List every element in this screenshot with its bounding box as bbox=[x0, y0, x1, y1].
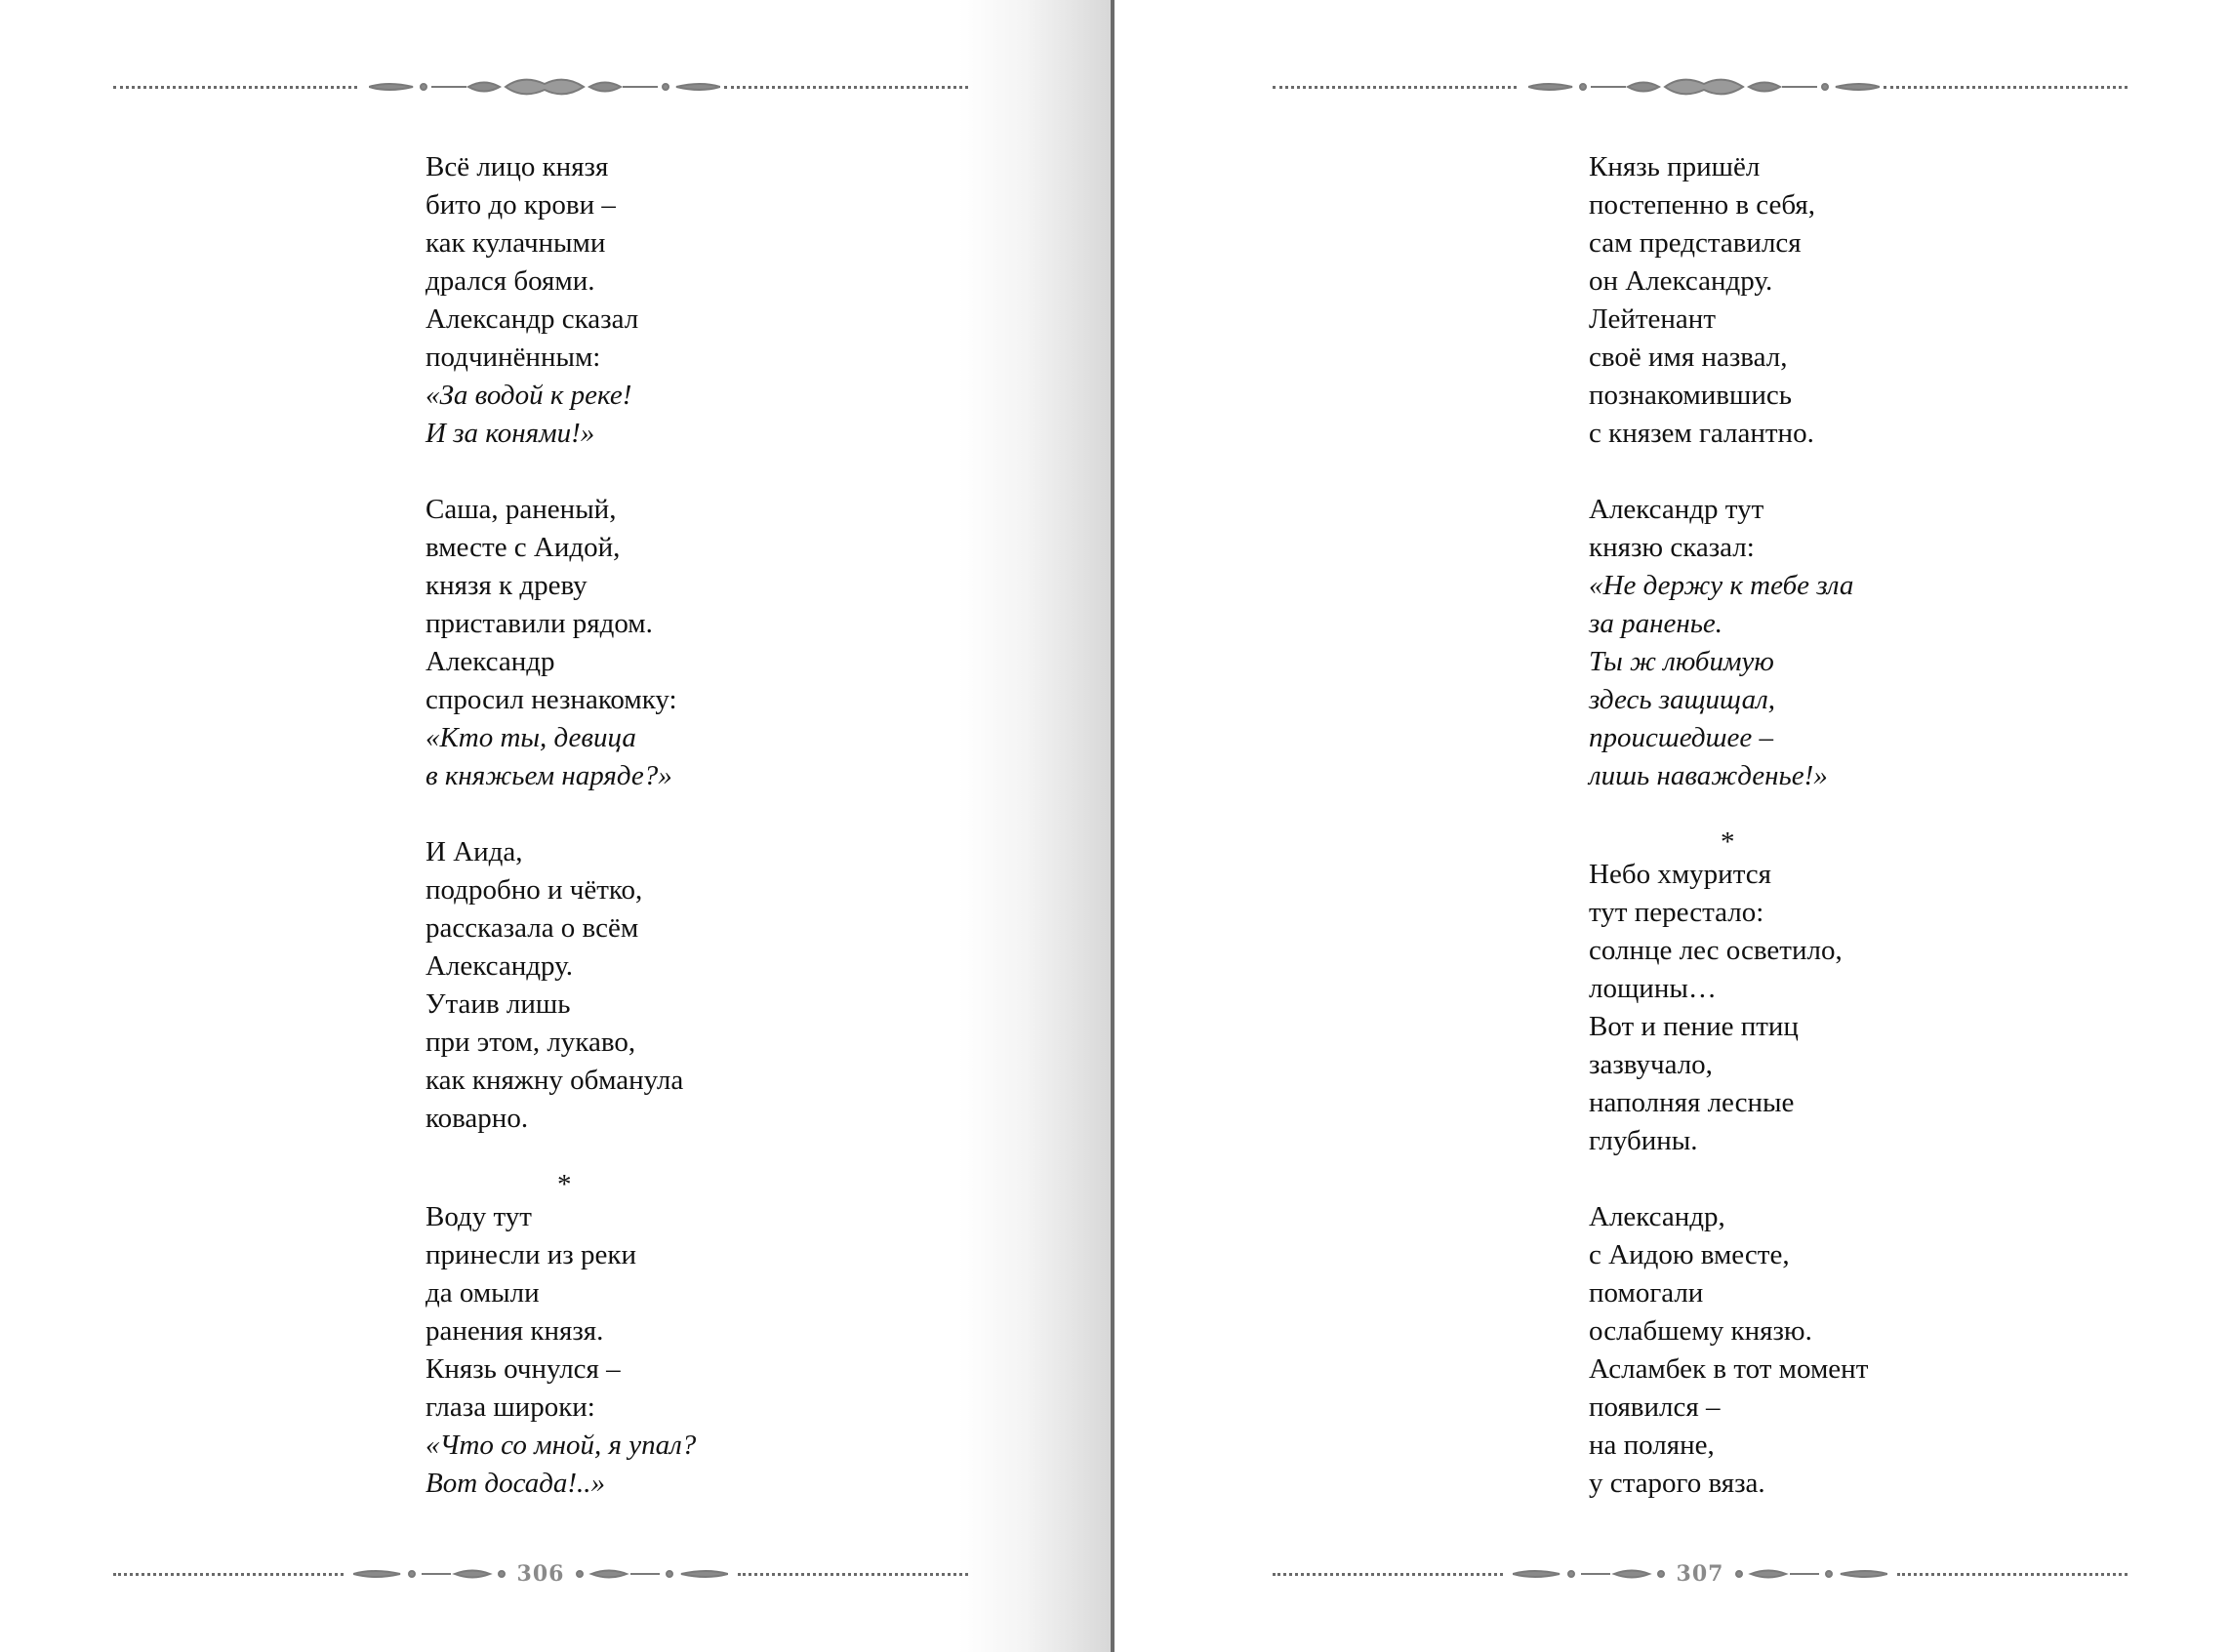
poem-line: Утаив лишь bbox=[426, 988, 571, 1020]
header-ornament bbox=[1273, 72, 2128, 101]
flourish-left-icon bbox=[1513, 1559, 1669, 1589]
page-number: 306 bbox=[516, 1561, 565, 1587]
poem-line: Саша, раненый, bbox=[426, 494, 617, 525]
stanza-separator: * bbox=[1721, 826, 1735, 858]
poem-line: с Аидою вместе, bbox=[1589, 1239, 1790, 1270]
poem-line: происшедшее – bbox=[1589, 722, 1773, 753]
flourish-left-icon bbox=[353, 1559, 509, 1589]
flourish-right-icon bbox=[1731, 1559, 1887, 1589]
scroll-ornament-icon bbox=[1528, 72, 1880, 101]
poem-line: Князь пришёл bbox=[1589, 151, 1761, 182]
poem-line: Асламбек в тот момент bbox=[1589, 1353, 1869, 1385]
poem-line: глаза широки: bbox=[426, 1391, 595, 1423]
stanza bbox=[426, 148, 696, 453]
poem-line: как княжну обманула bbox=[426, 1065, 684, 1096]
poem-line: он Александру. bbox=[1589, 265, 1773, 297]
poem-line: подчинённым: bbox=[426, 342, 601, 373]
poem-line: появился – bbox=[1589, 1391, 1721, 1423]
poem-line: Александру. bbox=[426, 950, 573, 982]
poem-line: Вот и пение птиц bbox=[1589, 1011, 1799, 1042]
poem-line: коварно. bbox=[426, 1103, 529, 1134]
poem-line: как кулачными bbox=[426, 227, 606, 259]
poem-line: своё имя назвал, bbox=[1589, 342, 1788, 373]
stanza-separator: * bbox=[557, 1169, 572, 1200]
poem-line: постепенно в себя, bbox=[1589, 189, 1815, 221]
poem-line: тут перестало: bbox=[1589, 897, 1764, 928]
poem-line: за раненье. bbox=[1589, 608, 1723, 639]
scroll-ornament-icon bbox=[369, 72, 720, 101]
dotted-rule bbox=[1884, 86, 2128, 89]
poem-line: Воду тут bbox=[426, 1201, 532, 1232]
poem-line: лощины… bbox=[1589, 973, 1717, 1004]
poem-line: принесли из реки bbox=[426, 1239, 636, 1270]
poem-line: на поляне, bbox=[1589, 1430, 1715, 1461]
poem-line: в княжьем наряде?» bbox=[426, 760, 672, 791]
dotted-rule bbox=[1273, 86, 1517, 89]
poem-line: Александр bbox=[426, 646, 555, 677]
stanza bbox=[426, 833, 696, 1138]
poem-line: «За водой к реке! bbox=[426, 380, 632, 411]
poem-line: Небо хмурится bbox=[1589, 859, 1771, 890]
dotted-rule bbox=[1273, 1573, 1503, 1576]
poem-line: помогали bbox=[1589, 1277, 1704, 1309]
stanza bbox=[1589, 824, 1868, 1160]
dotted-rule bbox=[113, 86, 357, 89]
poem-line: «Кто ты, девица bbox=[426, 722, 636, 753]
footer-ornament bbox=[113, 1559, 968, 1589]
stanza bbox=[1589, 491, 1868, 795]
dotted-rule bbox=[724, 86, 968, 89]
poem-line: спросил незнакомку: bbox=[426, 684, 677, 715]
stanza bbox=[1589, 1198, 1868, 1503]
poem-line: наполняя лесные bbox=[1589, 1087, 1795, 1118]
poem-line: лишь наважденье!» bbox=[1589, 760, 1828, 791]
stanza bbox=[1589, 148, 1868, 453]
poem-line: ранения князя. bbox=[426, 1315, 604, 1347]
stanza bbox=[426, 491, 696, 795]
poem-text bbox=[1589, 148, 1868, 1541]
poem-line: князя к древу bbox=[426, 570, 588, 601]
poem-line: дрался боями. bbox=[426, 265, 595, 297]
poem-line: Александр тут bbox=[1589, 494, 1764, 525]
poem-line: ослабшему князю. bbox=[1589, 1315, 1812, 1347]
poem-line: «Не держу к тебе зла bbox=[1589, 570, 1854, 601]
poem-line: Александр, bbox=[1589, 1201, 1725, 1232]
flourish-right-icon bbox=[572, 1559, 728, 1589]
poem-text bbox=[426, 148, 696, 1541]
poem-line: рассказала о всём bbox=[426, 912, 639, 944]
poem-line: солнце лес осветило, bbox=[1589, 935, 1843, 966]
dotted-rule bbox=[738, 1573, 968, 1576]
footer-ornament bbox=[1273, 1559, 2128, 1589]
poem-line: Лейтенант bbox=[1589, 303, 1716, 335]
dotted-rule bbox=[1897, 1573, 2128, 1576]
poem-line: вместе с Аидой, bbox=[426, 532, 621, 563]
poem-line: Вот досада!..» bbox=[426, 1468, 606, 1499]
poem-line: «Что со мной, я упал? bbox=[426, 1430, 697, 1461]
poem-line: при этом, лукаво, bbox=[426, 1027, 636, 1058]
header-ornament bbox=[113, 72, 968, 101]
poem-line: зазвучало, bbox=[1589, 1049, 1713, 1080]
poem-line: глубины. bbox=[1589, 1125, 1698, 1156]
stanza bbox=[426, 1166, 696, 1503]
poem-line: с князем галантно. bbox=[1589, 418, 1814, 449]
poem-line: да омыли bbox=[426, 1277, 540, 1309]
poem-line: подробно и чётко, bbox=[426, 874, 643, 906]
poem-line: И за конями!» bbox=[426, 418, 595, 449]
poem-line: познакомившись bbox=[1589, 380, 1792, 411]
poem-line: бито до крови – bbox=[426, 189, 616, 221]
poem-line: здесь защищал, bbox=[1589, 684, 1775, 715]
poem-line: И Аида, bbox=[426, 836, 523, 867]
dotted-rule bbox=[113, 1573, 344, 1576]
page-number: 307 bbox=[1676, 1561, 1724, 1587]
poem-line: Ты ж любимую bbox=[1589, 646, 1774, 677]
left-page bbox=[0, 0, 1114, 1652]
poem-line: Всё лицо князя bbox=[426, 151, 609, 182]
poem-line: Князь очнулся – bbox=[426, 1353, 621, 1385]
right-page bbox=[1114, 0, 2229, 1652]
poem-line: приставили рядом. bbox=[426, 608, 653, 639]
poem-line: Александр сказал bbox=[426, 303, 639, 335]
poem-line: князю сказал: bbox=[1589, 532, 1755, 563]
poem-line: сам представился bbox=[1589, 227, 1802, 259]
poem-line: у старого вяза. bbox=[1589, 1468, 1765, 1499]
